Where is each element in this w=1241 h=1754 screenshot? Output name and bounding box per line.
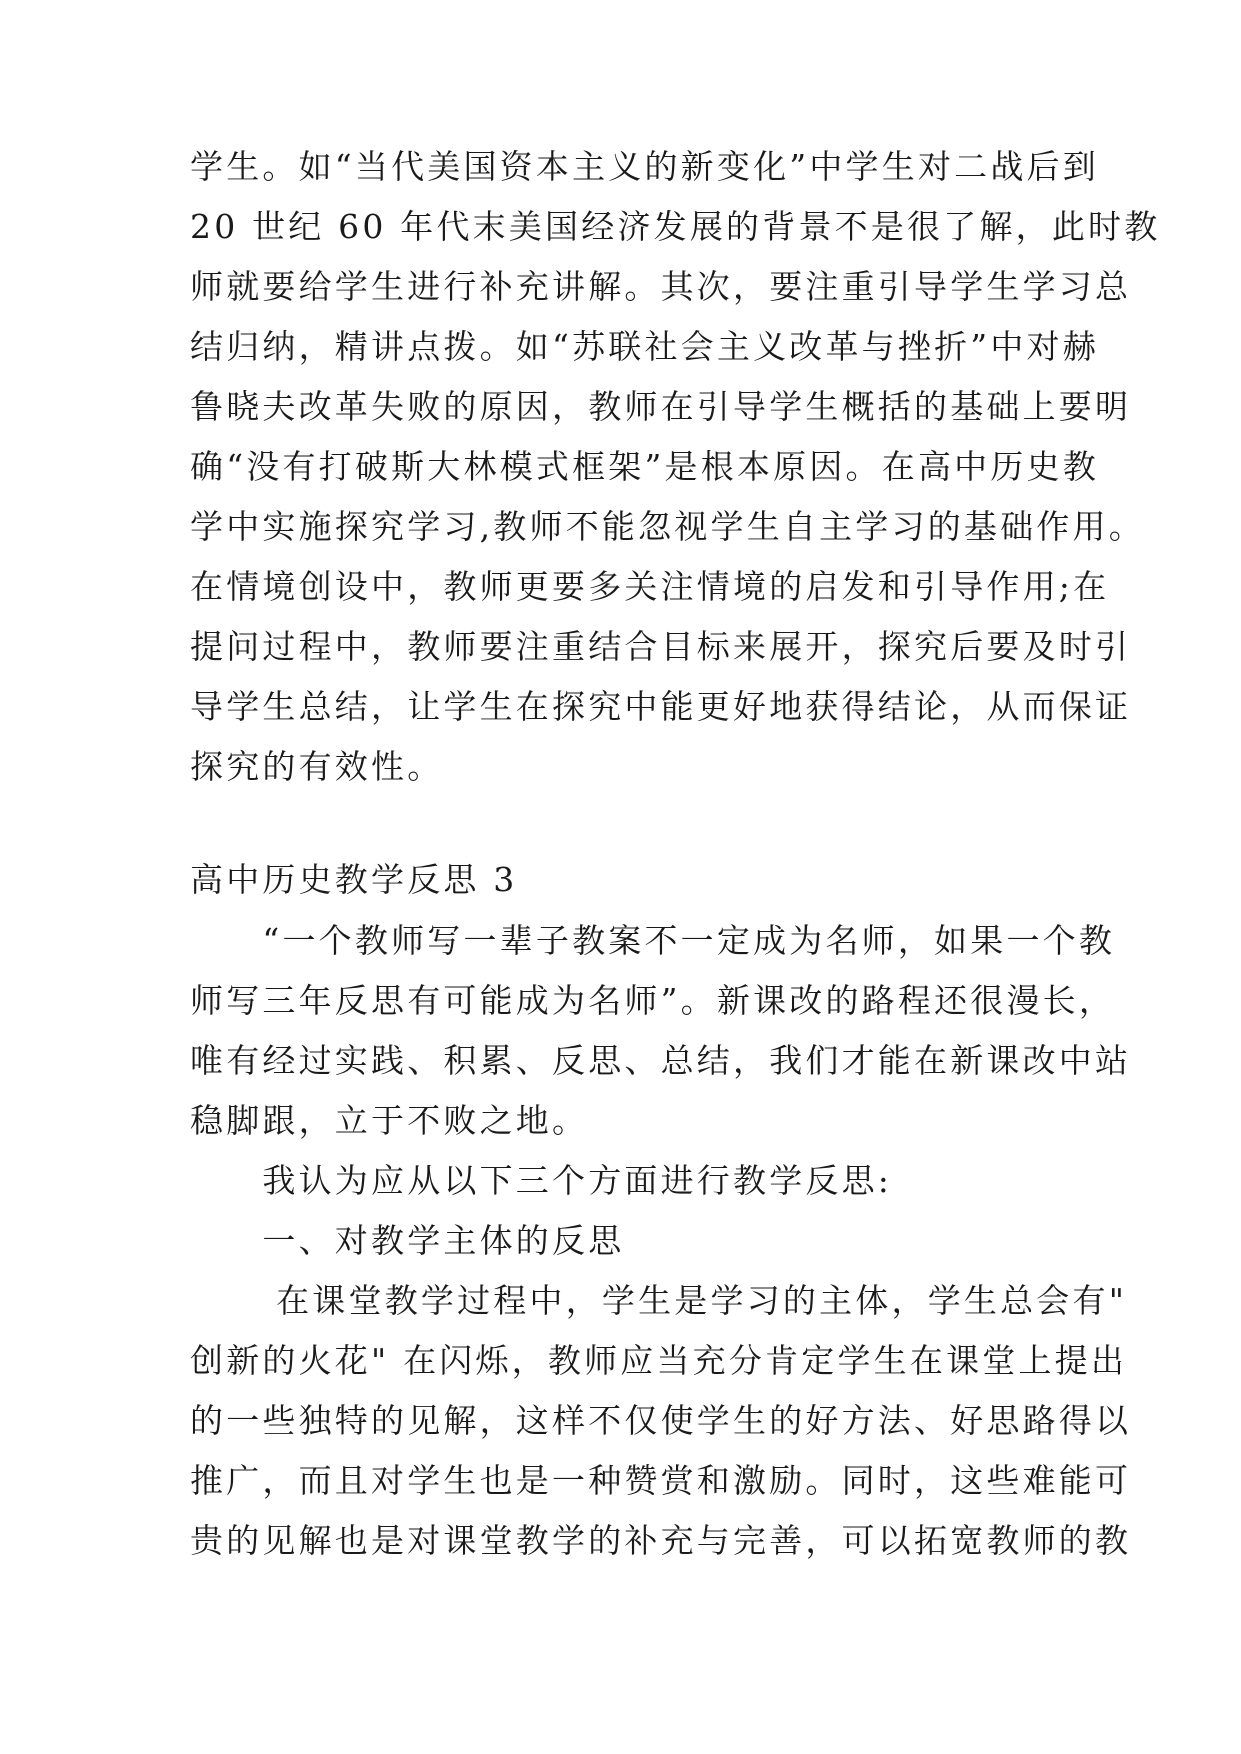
text-line: 稳脚跟，立于不败之地。 xyxy=(190,1101,589,1140)
text-line: 鲁晓夫改革失败的原因，教师在引导学生概括的基础上要明 xyxy=(190,387,1132,426)
text-line: 的一些独特的见解，这样不仅使学生的好方法、好思路得以 xyxy=(190,1401,1132,1440)
text-line: 确“没有打破斯大林模式框架”是根本原因。在高中历史教 xyxy=(190,447,1099,486)
text-line: 在情境创设中，教师更要多关注情境的启发和引导作用;在 xyxy=(190,567,1110,606)
text-line: 结归纳，精讲点拨。如“苏联社会主义改革与挫折”中对赫 xyxy=(190,327,1099,366)
text-line: 推广，而且对学生也是一种赞赏和激励。同时，这些难能可 xyxy=(190,1461,1132,1500)
text-line: 学中实施探究学习,教师不能忽视学生自主学习的基础作用。 xyxy=(190,507,1145,546)
subheading: 一、对教学主体的反思 xyxy=(190,1221,625,1260)
text-line: 师就要给学生进行补充讲解。其次，要注重引导学生学习总 xyxy=(190,267,1132,306)
text-line: 在课堂教学过程中，学生是学习的主体，学生总会有" xyxy=(190,1281,1128,1320)
section-heading: 高中历史教学反思 3 xyxy=(190,860,518,899)
text-line: 师写三年反思有可能成为名师”。新课改的路程还很漫长， xyxy=(190,981,1116,1020)
text-line: 创新的火花" 在闪烁，教师应当充分肯定学生在课堂上提出 xyxy=(190,1341,1128,1380)
text-line: 我认为应从以下三个方面进行教学反思: xyxy=(190,1161,893,1200)
text-line: 20 世纪 60 年代末美国经济发展的背景不是很了解，此时教 xyxy=(190,207,1161,246)
text-line: 探究的有效性。 xyxy=(190,747,444,786)
text-line: 提问过程中，教师要注重结合目标来展开，探究后要及时引 xyxy=(190,627,1132,666)
text-line: 学生。如“当代美国资本主义的新变化”中学生对二战后到 xyxy=(190,147,1099,186)
text-line: 贵的见解也是对课堂教学的补充与完善，可以拓宽教师的教 xyxy=(190,1521,1132,1560)
text-line: “一个教师写一辈子教案不一定成为名师，如果一个教 xyxy=(190,921,1116,960)
text-line: 唯有经过实践、积累、反思、总结，我们才能在新课改中站 xyxy=(190,1041,1132,1080)
text-line: 导学生总结，让学生在探究中能更好地获得结论，从而保证 xyxy=(190,687,1132,726)
